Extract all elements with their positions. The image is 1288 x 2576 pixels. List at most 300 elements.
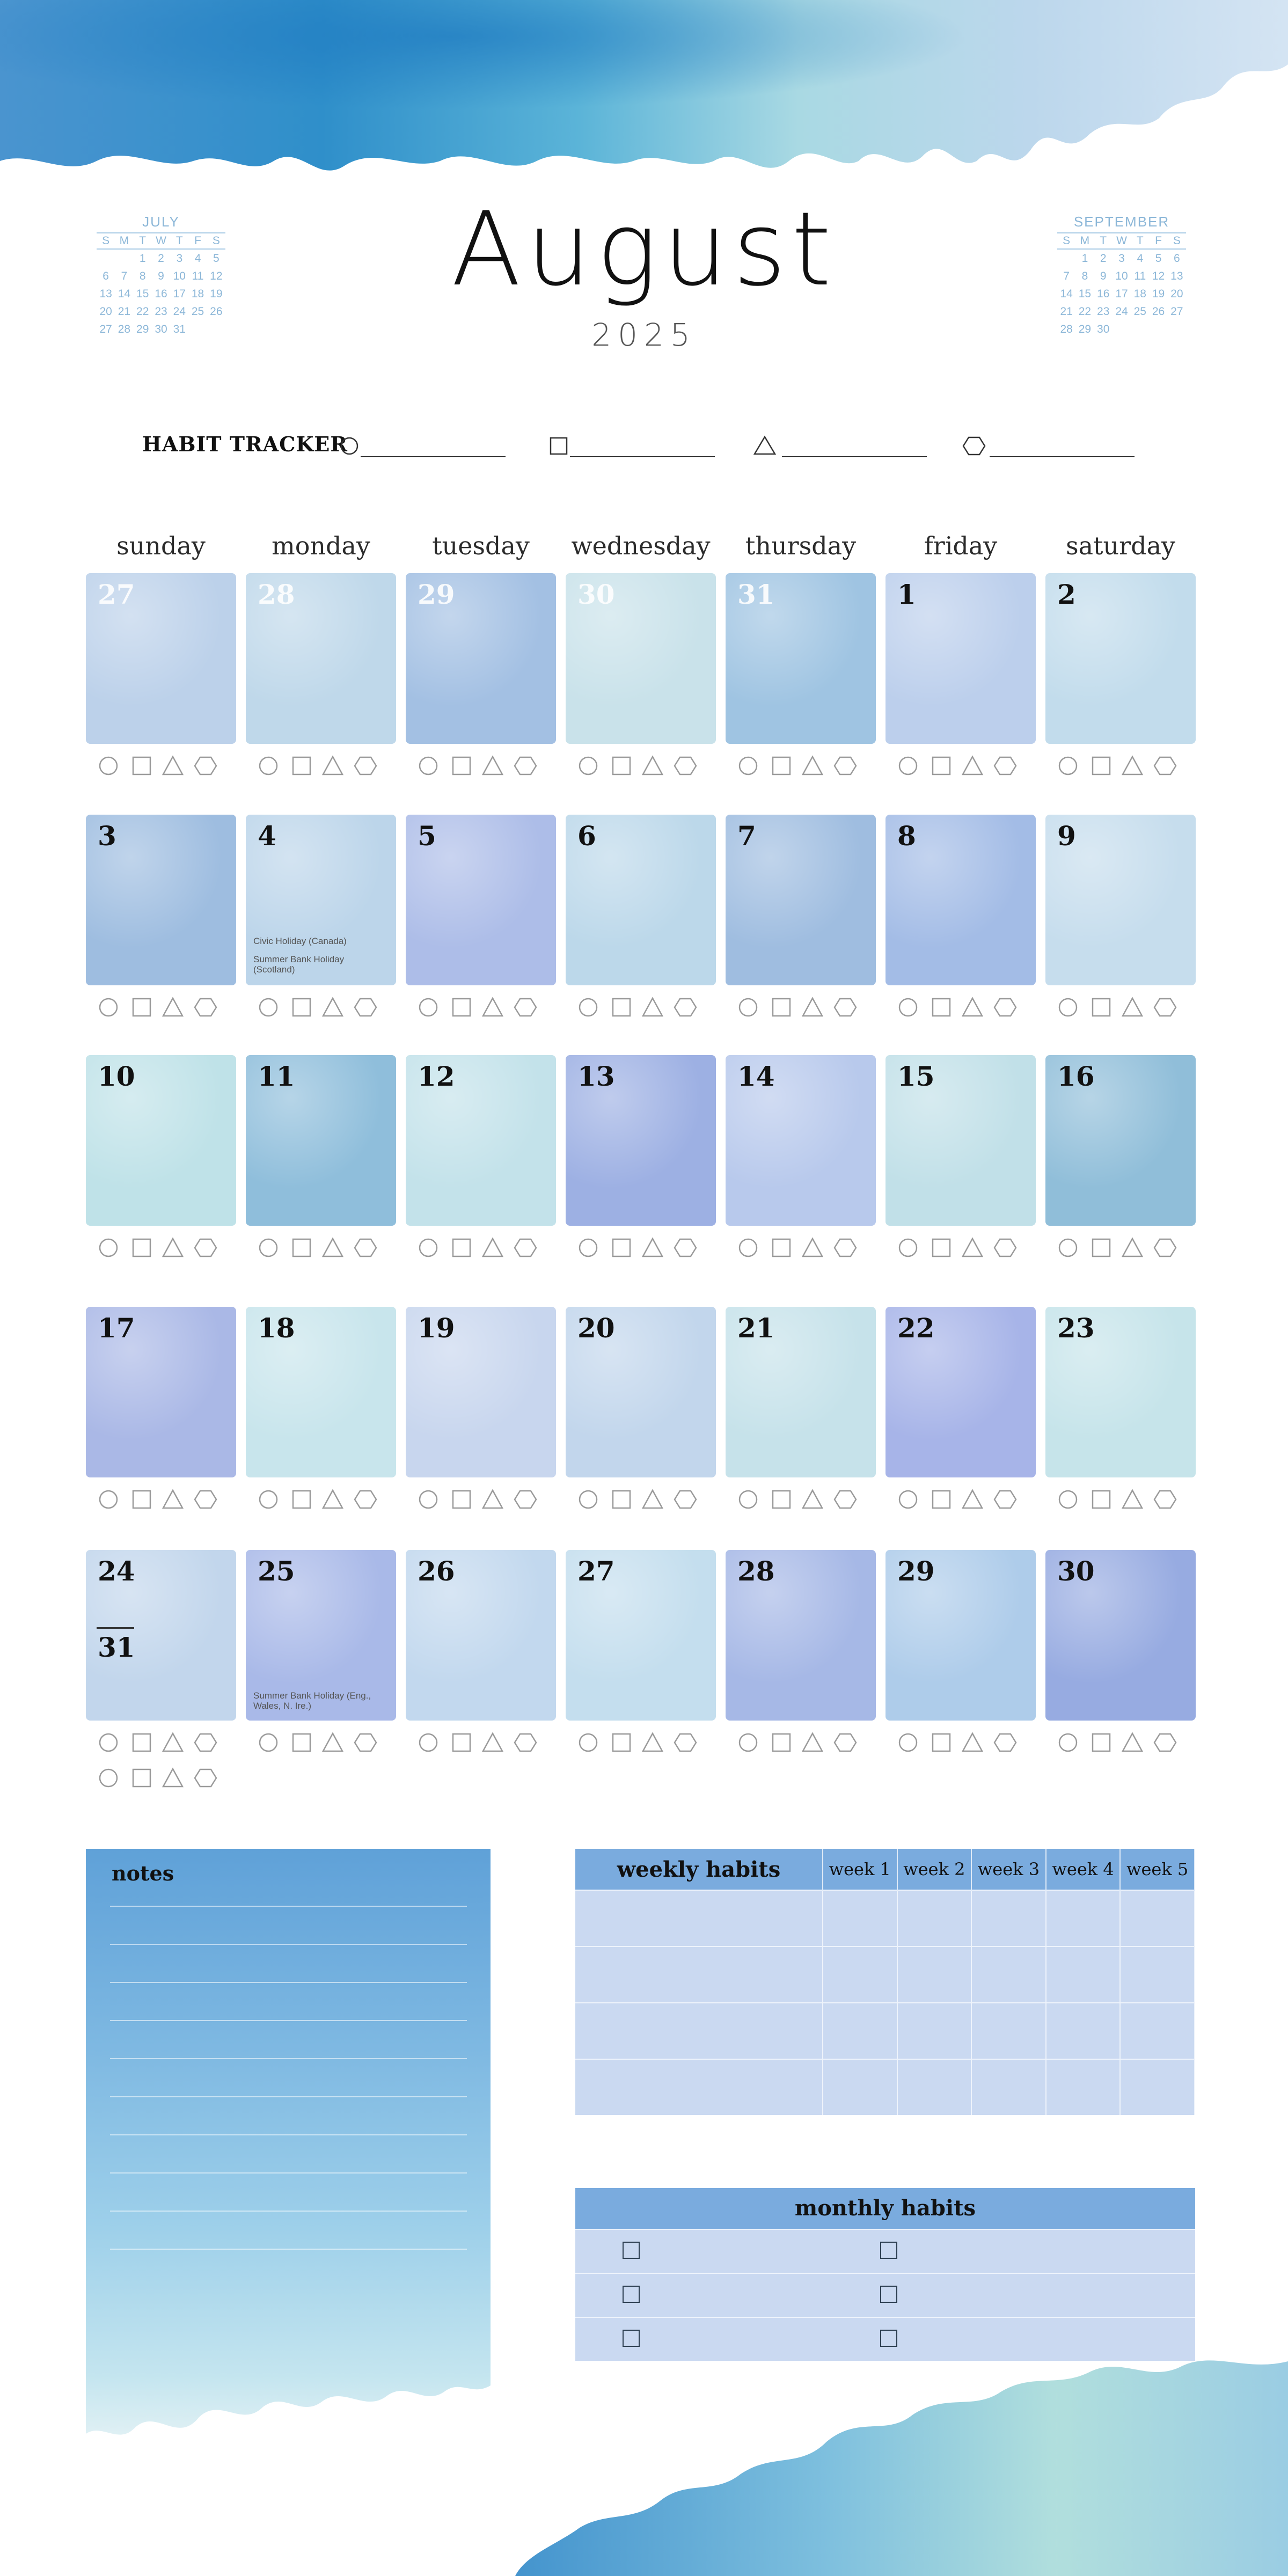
week-check-cell[interactable] [823,1890,897,1946]
weekly-habit-row [575,1946,1195,2003]
square-icon[interactable] [453,1239,470,1256]
square-icon[interactable] [613,1491,630,1508]
square-icon[interactable] [613,999,630,1016]
day-number: 1 [897,579,916,610]
square-icon[interactable] [773,757,790,774]
hexagon-icon[interactable] [195,1239,216,1256]
checkbox[interactable] [623,2286,640,2303]
calendar-day-cell[interactable] [246,1055,396,1226]
circle-icon[interactable] [420,999,437,1016]
triangle-icon[interactable] [803,757,822,774]
mini-calendar-day: 3 [1118,252,1125,265]
mini-calendar-day: 27 [99,323,112,335]
square-icon[interactable] [613,1734,630,1751]
mini-calendar-day: 10 [173,270,186,282]
day-number: 3 [98,820,116,852]
weekday-label-tuesday: tuesday [432,531,530,560]
square-icon[interactable] [1093,1239,1110,1256]
square-icon[interactable] [1093,999,1110,1016]
calendar-day-cell[interactable] [86,1055,236,1226]
week-check-cell[interactable] [897,2003,972,2059]
square-icon[interactable] [133,757,150,774]
triangle-icon[interactable] [803,1733,822,1751]
calendar-day-cell[interactable] [86,815,236,985]
day-habit-checks [726,994,876,1021]
habit-key-circle[interactable] [339,434,511,458]
circle-icon[interactable] [100,757,117,774]
hexagon-icon[interactable] [1154,1734,1176,1751]
mini-calendar-day: 13 [1170,270,1183,282]
mini-calendar-day: 17 [1115,288,1128,300]
hexagon-icon[interactable] [835,999,856,1016]
circle-icon[interactable] [260,1491,277,1508]
circle-icon[interactable] [899,757,917,774]
day-habit-checks [885,1234,1036,1261]
mini-calendar-day: 24 [1115,305,1128,318]
calendar-day-cell[interactable] [885,815,1036,985]
calendar-day-cell[interactable] [726,1307,876,1477]
weekly-habit-row [575,2059,1195,2115]
week-check-cell[interactable] [971,2003,1046,2059]
hexagon-icon[interactable] [1154,1491,1176,1508]
split-day-divider [97,1627,134,1629]
day-habit-checks [86,1234,236,1261]
mini-weekday-label: S [1063,235,1071,247]
day-habit-checks [86,1486,236,1513]
checkbox[interactable] [623,2242,640,2259]
circle-icon[interactable] [260,1734,277,1751]
week-check-cell[interactable] [971,2059,1046,2115]
week-check-cell[interactable] [1120,2003,1195,2059]
calendar-day-cell[interactable] [1045,1055,1196,1226]
triangle-icon[interactable] [483,757,502,774]
checkbox[interactable] [880,2242,897,2259]
calendar-day-cell[interactable] [566,1055,716,1226]
hexagon-icon[interactable] [994,1239,1016,1256]
holiday-label: Civic Holiday (Canada) [253,936,347,946]
week-check-cell[interactable] [971,1890,1046,1946]
day-habit-checks [246,1234,396,1261]
square-icon[interactable] [613,1239,630,1256]
calendar-day-cell[interactable] [726,573,876,744]
mini-weekday-label: S [102,235,110,247]
day-habit-checks [885,1486,1036,1513]
circle-icon[interactable] [740,1239,757,1256]
triangle-icon [752,434,777,458]
day-habit-checks [566,1486,716,1513]
circle-icon[interactable] [100,1491,117,1508]
triangle-icon[interactable] [963,998,982,1016]
week-column-header: week 4 [1046,1849,1121,1890]
mini-weekday-label: T [175,235,183,247]
week-check-cell[interactable] [1120,2059,1195,2115]
calendar-day-cell[interactable] [406,815,556,985]
square-icon[interactable] [773,1239,790,1256]
week-check-cell[interactable] [1046,1890,1121,1946]
mini-calendar-day: 13 [99,288,112,300]
square-icon[interactable] [133,999,150,1016]
mini-weekday-label: M [1080,235,1090,247]
triangle-icon[interactable] [163,1490,182,1508]
week-check-cell[interactable] [897,2059,972,2115]
day-habit-checks [406,1729,556,1756]
week-check-cell[interactable] [971,1946,1046,2003]
checkbox[interactable] [880,2330,897,2347]
triangle-icon[interactable] [1123,1490,1142,1508]
square-icon[interactable] [933,999,950,1016]
hexagon-icon[interactable] [835,1239,856,1256]
calendar-day-cell[interactable] [86,573,236,744]
hexagon-icon[interactable] [195,1491,216,1508]
triangle-icon[interactable] [483,1490,502,1508]
circle-icon[interactable] [100,1769,117,1787]
notes-panel[interactable] [86,1849,491,2450]
hexagon-icon[interactable] [1154,1239,1176,1256]
circle-icon[interactable] [1059,1491,1077,1508]
calendar-day-cell[interactable] [885,1307,1036,1477]
habit-name-cell[interactable] [575,1946,823,2003]
hexagon-icon[interactable] [355,1734,376,1751]
triangle-icon[interactable] [323,1490,342,1508]
hexagon-icon[interactable] [515,757,536,774]
habit-key-triangle[interactable] [752,434,930,458]
square-icon[interactable] [453,757,470,774]
mini-calendar-day: 6 [103,270,109,282]
calendar-day-cell[interactable] [726,1055,876,1226]
triangle-icon[interactable] [963,757,982,774]
week-check-cell[interactable] [823,2003,897,2059]
day-number: 30 [1057,1555,1095,1587]
triangle-icon[interactable] [1123,998,1142,1016]
mini-weekday-label: M [119,235,129,247]
calendar-day-cell[interactable] [246,1550,396,1721]
week-check-cell[interactable] [897,1946,972,2003]
circle-icon[interactable] [1059,1239,1077,1256]
square-icon[interactable] [293,757,310,774]
calendar-day-cell[interactable] [86,1550,236,1721]
triangle-icon[interactable] [163,998,182,1016]
hexagon-icon[interactable] [515,1734,536,1751]
monthly-habit-row [575,2317,1195,2361]
calendar-day-cell[interactable] [566,1307,716,1477]
circle-icon[interactable] [899,1239,917,1256]
triangle-icon[interactable] [483,998,502,1016]
hexagon-icon[interactable] [675,1734,696,1751]
calendar-day-cell[interactable] [406,573,556,744]
calendar-day-cell[interactable] [406,1055,556,1226]
mini-calendar-day: 19 [1152,288,1165,300]
square-icon[interactable] [1093,1734,1110,1751]
square-icon[interactable] [933,757,950,774]
mini-weekday-label: F [1155,235,1162,247]
circle-icon[interactable] [580,1491,597,1508]
habit-key-square[interactable] [548,434,720,458]
circle-icon[interactable] [899,1734,917,1751]
week-check-cell[interactable] [1120,1946,1195,2003]
mini-weekday-label: F [194,235,201,247]
calendar-day-cell[interactable] [566,1550,716,1721]
triangle-icon[interactable] [803,1239,822,1256]
hexagon-icon[interactable] [195,1734,216,1751]
hexagon-icon[interactable] [355,999,376,1016]
triangle-icon[interactable] [1123,1239,1142,1256]
day-number: 12 [418,1060,455,1092]
circle-icon[interactable] [100,1239,117,1256]
week-check-cell[interactable] [1120,1890,1195,1946]
circle-icon[interactable] [580,757,597,774]
square-icon[interactable] [453,1734,470,1751]
week-check-cell[interactable] [1046,2059,1121,2115]
day-number: 6 [577,820,596,852]
square-icon[interactable] [133,1239,150,1256]
hexagon-icon[interactable] [675,757,696,774]
triangle-icon[interactable] [643,757,662,774]
hexagon-icon[interactable] [994,757,1016,774]
triangle-icon[interactable] [163,1733,182,1751]
hexagon-icon[interactable] [195,1769,216,1787]
day-number: 27 [98,579,135,610]
triangle-icon[interactable] [803,1490,822,1508]
day-number: 20 [577,1312,615,1344]
hexagon-icon[interactable] [355,757,376,774]
mini-calendar-day: 1 [1081,252,1088,265]
calendar-day-cell[interactable] [566,815,716,985]
hexagon-icon[interactable] [675,999,696,1016]
day-number: 8 [897,820,916,852]
hexagon-icon[interactable] [355,1239,376,1256]
day-number: 25 [258,1555,295,1587]
hexagon-icon[interactable] [195,999,216,1016]
square-icon[interactable] [773,1734,790,1751]
day-habit-checks [86,752,236,779]
circle-icon[interactable] [580,999,597,1016]
mini-calendar-day: 18 [1133,288,1146,300]
triangle-icon[interactable] [643,1733,662,1751]
mini-calendar-day: 25 [1133,305,1146,318]
square-icon[interactable] [453,999,470,1016]
circle-icon[interactable] [580,1239,597,1256]
mini-calendar-day: 7 [121,270,128,282]
square-icon[interactable] [773,1491,790,1508]
triangle-icon[interactable] [323,757,342,774]
circle-icon[interactable] [100,1734,117,1751]
square-icon[interactable] [933,1491,950,1508]
mini-calendar-day: 22 [1078,305,1092,318]
day-habit-checks [726,1486,876,1513]
day-number: 29 [418,579,455,610]
calendar-day-cell[interactable] [246,815,396,985]
month-title: August [451,190,837,309]
circle-icon[interactable] [420,1491,437,1508]
checkbox[interactable] [623,2330,640,2347]
triangle-icon[interactable] [803,998,822,1016]
calendar-day-cell[interactable] [885,1550,1036,1721]
calendar-day-cell[interactable] [406,1550,556,1721]
calendar-day-cell[interactable] [1045,1307,1196,1477]
week-check-cell[interactable] [823,1946,897,2003]
triangle-icon[interactable] [163,1769,182,1787]
hexagon-icon[interactable] [355,1491,376,1508]
square-icon[interactable] [133,1491,150,1508]
mini-calendar-day: 30 [1097,323,1110,335]
square-icon[interactable] [1093,757,1110,774]
calendar-day-cell[interactable] [726,1550,876,1721]
hexagon-icon[interactable] [994,1491,1016,1508]
hexagon-icon[interactable] [1154,999,1176,1016]
calendar-day-cell[interactable] [566,573,716,744]
day-number: 11 [258,1060,295,1092]
mini-calendar-day: 24 [173,305,186,318]
checkbox[interactable] [880,2286,897,2303]
square-icon[interactable] [293,999,310,1016]
circle-icon[interactable] [899,1491,917,1508]
hexagon-icon[interactable] [835,1491,856,1508]
circle-icon[interactable] [260,1239,277,1256]
triangle-icon[interactable] [963,1490,982,1508]
hexagon-icon[interactable] [195,757,216,774]
day-habit-checks [1045,752,1196,779]
triangle-icon[interactable] [483,1239,502,1256]
mini-calendar-title: SEPTEMBER [1073,214,1170,230]
mini-calendar-day: 27 [1170,305,1183,318]
calendar-day-cell[interactable] [406,1307,556,1477]
hexagon-icon[interactable] [994,1734,1016,1751]
triangle-icon[interactable] [963,1733,982,1751]
week-check-cell[interactable] [1046,1946,1121,2003]
square-icon[interactable] [613,757,630,774]
triangle-icon[interactable] [323,1239,342,1256]
circle-icon[interactable] [740,757,757,774]
day-number: 16 [1057,1060,1095,1092]
weekday-label-thursday: thursday [745,531,857,560]
hexagon-icon[interactable] [994,999,1016,1016]
triangle-icon[interactable] [1123,1733,1142,1751]
hexagon-icon[interactable] [1154,757,1176,774]
week-check-cell[interactable] [897,1890,972,1946]
mini-calendar-day: 5 [213,252,219,265]
calendar-day-cell[interactable] [1045,1550,1196,1721]
habit-key-hexagon[interactable] [962,434,1139,458]
circle-icon[interactable] [260,999,277,1016]
hexagon-icon[interactable] [835,757,856,774]
triangle-icon[interactable] [323,1733,342,1751]
mini-calendar-day: 21 [1060,305,1073,318]
circle-icon[interactable] [100,999,117,1016]
calendar-day-cell[interactable] [1045,815,1196,985]
mini-weekday-label: T [1136,235,1144,247]
square-icon[interactable] [133,1769,150,1787]
square-icon[interactable] [293,1239,310,1256]
triangle-icon[interactable] [643,1490,662,1508]
mini-calendar-day: 14 [1060,288,1073,300]
square-icon[interactable] [1093,1491,1110,1508]
circle-icon[interactable] [899,999,917,1016]
calendar-day-cell[interactable] [726,815,876,985]
year-label: 2025 [591,317,697,353]
calendar-day-cell[interactable] [246,1307,396,1477]
habit-name-cell[interactable] [575,2003,823,2059]
hexagon-icon[interactable] [515,999,536,1016]
circle-icon[interactable] [740,1491,757,1508]
mini-calendar-day: 30 [155,323,167,335]
mini-calendar-day: 29 [136,323,149,335]
circle-icon[interactable] [1059,999,1077,1016]
hexagon-icon[interactable] [515,1239,536,1256]
calendar-day-cell[interactable] [1045,573,1196,744]
week-check-cell[interactable] [823,2059,897,2115]
square-icon[interactable] [773,999,790,1016]
day-habit-checks [726,1234,876,1261]
triangle-icon[interactable] [483,1733,502,1751]
day-habit-checks [1045,994,1196,1021]
day-number: 4 [258,820,276,852]
mini-calendar-day: 23 [1097,305,1110,318]
triangle-icon[interactable] [163,757,182,774]
mini-weekday-label: S [212,235,220,247]
circle-icon[interactable] [740,999,757,1016]
day-habit-checks [406,994,556,1021]
circle-icon[interactable] [1059,1734,1077,1751]
hexagon-icon[interactable] [675,1239,696,1256]
mini-calendar-day: 12 [210,270,223,282]
hexagon-icon[interactable] [835,1734,856,1751]
circle-icon[interactable] [420,1239,437,1256]
triangle-icon[interactable] [323,998,342,1016]
habit-name-cell[interactable] [575,2059,823,2115]
calendar-day-cell[interactable] [246,573,396,744]
circle-icon[interactable] [580,1734,597,1751]
day-habit-checks [885,752,1036,779]
hexagon-icon [962,434,986,458]
mini-calendar-day: 28 [1060,323,1073,335]
day-number: 10 [98,1060,135,1092]
mini-calendar-day: 26 [1152,305,1165,318]
habit-key-line [782,456,927,457]
calendar-day-cell[interactable] [885,1055,1036,1226]
week-check-cell[interactable] [1046,2003,1121,2059]
mini-calendar-day: 22 [136,305,149,318]
square-icon[interactable] [293,1491,310,1508]
circle-icon[interactable] [420,757,437,774]
monthly-habit-row [575,2229,1195,2273]
day-number: 29 [897,1555,935,1587]
mini-calendar-day: 23 [155,305,167,318]
hexagon-icon[interactable] [675,1491,696,1508]
square-icon[interactable] [293,1734,310,1751]
square-icon[interactable] [933,1239,950,1256]
hexagon-icon[interactable] [515,1491,536,1508]
day-habit-checks [566,1234,716,1261]
triangle-icon[interactable] [963,1239,982,1256]
mini-weekday-label: W [156,235,166,247]
triangle-icon[interactable] [1123,757,1142,774]
calendar-day-cell[interactable] [86,1307,236,1477]
mini-calendar-day: 16 [1097,288,1110,300]
day-number: 31 [737,579,775,610]
habit-name-cell[interactable] [575,1890,823,1946]
circle-icon[interactable] [260,757,277,774]
square-icon[interactable] [453,1491,470,1508]
circle-icon[interactable] [740,1734,757,1751]
circle-icon[interactable] [1059,757,1077,774]
square-icon[interactable] [133,1734,150,1751]
calendar-day-cell[interactable] [885,573,1036,744]
triangle-icon[interactable] [163,1239,182,1256]
triangle-icon[interactable] [643,998,662,1016]
square-icon[interactable] [933,1734,950,1751]
triangle-icon[interactable] [643,1239,662,1256]
circle-icon[interactable] [420,1734,437,1751]
